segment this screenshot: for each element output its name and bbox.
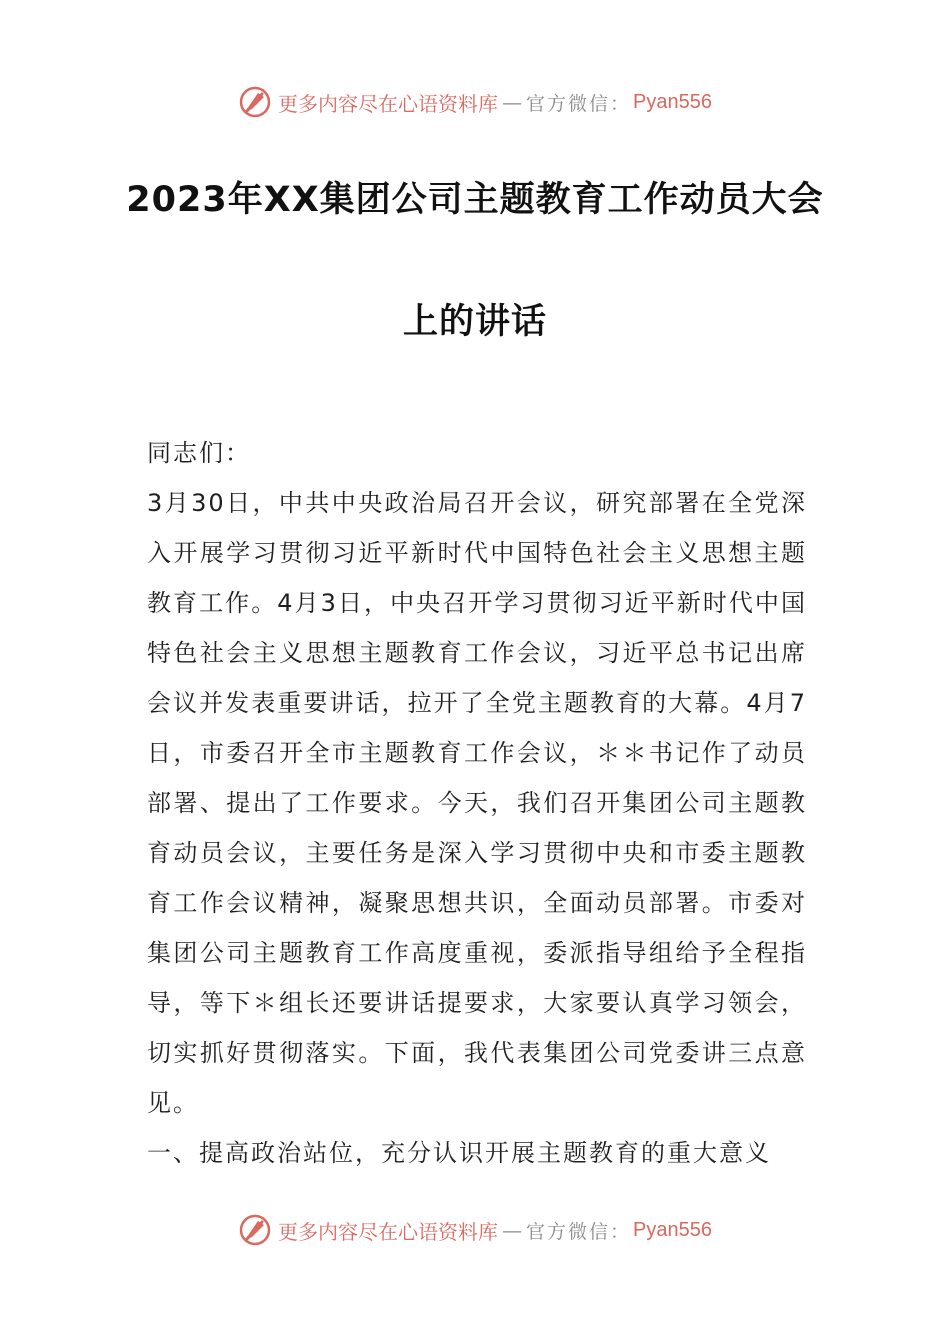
banner-text: 更多内容尽在心语资料库 bbox=[278, 91, 498, 116]
body-line: 3月30日，中共中央政治局召开会议，研究部署在全党深 bbox=[147, 489, 807, 517]
pen-logo-icon bbox=[238, 85, 272, 119]
banner-separator: — bbox=[502, 90, 522, 114]
document-body bbox=[147, 428, 807, 1178]
body-line: 育工作会议精神，凝聚思想共识，全面动员部署。市委对 bbox=[147, 889, 807, 917]
pen-logo-icon bbox=[238, 1213, 272, 1247]
banner-text: 更多内容尽在心语资料库 bbox=[278, 1219, 498, 1244]
body-line: 日，市委召开全市主题教育工作会议，＊＊书记作了动员 bbox=[147, 739, 807, 767]
banner-wechat-id: Pyan556 bbox=[633, 90, 712, 113]
watermark-banner-bottom bbox=[0, 1210, 950, 1250]
section-heading: 一、提高政治站位，充分认识开展主题教育的重大意义 bbox=[147, 1139, 771, 1167]
document-title-line2: 上的讲话 bbox=[402, 302, 547, 342]
body-line: 特色社会主义思想主题教育工作会议，习近平总书记出席 bbox=[147, 639, 807, 667]
body-line: 切实抓好贯彻落实。下面，我代表集团公司党委讲三点意 bbox=[147, 1039, 807, 1067]
document-title-line1: 2023年XX集团公司主题教育工作动员大会 bbox=[126, 180, 824, 220]
banner-separator: — bbox=[502, 1218, 522, 1242]
banner-wechat-id: Pyan556 bbox=[633, 1218, 712, 1241]
body-line: 集团公司主题教育工作高度重视，委派指导组给予全程指 bbox=[147, 939, 807, 967]
body-line: 教育工作。4月3日，中央召开学习贯彻习近平新时代中国 bbox=[147, 589, 807, 617]
body-line: 见。 bbox=[147, 1089, 199, 1117]
banner-label: 官方微信： bbox=[526, 92, 632, 115]
body-line: 育动员会议，主要任务是深入学习贯彻中央和市委主题教 bbox=[147, 839, 807, 867]
salutation: 同志们： bbox=[147, 439, 251, 467]
watermark-banner-top bbox=[0, 82, 950, 122]
body-line: 导，等下＊组长还要讲话提要求，大家要认真学习领会， bbox=[147, 989, 807, 1017]
banner-label: 官方微信： bbox=[526, 1220, 632, 1243]
body-line: 会议并发表重要讲话，拉开了全党主题教育的大幕。4月7 bbox=[147, 689, 807, 717]
body-line: 入开展学习贯彻习近平新时代中国特色社会主义思想主题 bbox=[147, 539, 807, 567]
body-line: 部署、提出了工作要求。今天，我们召开集团公司主题教 bbox=[147, 789, 807, 817]
